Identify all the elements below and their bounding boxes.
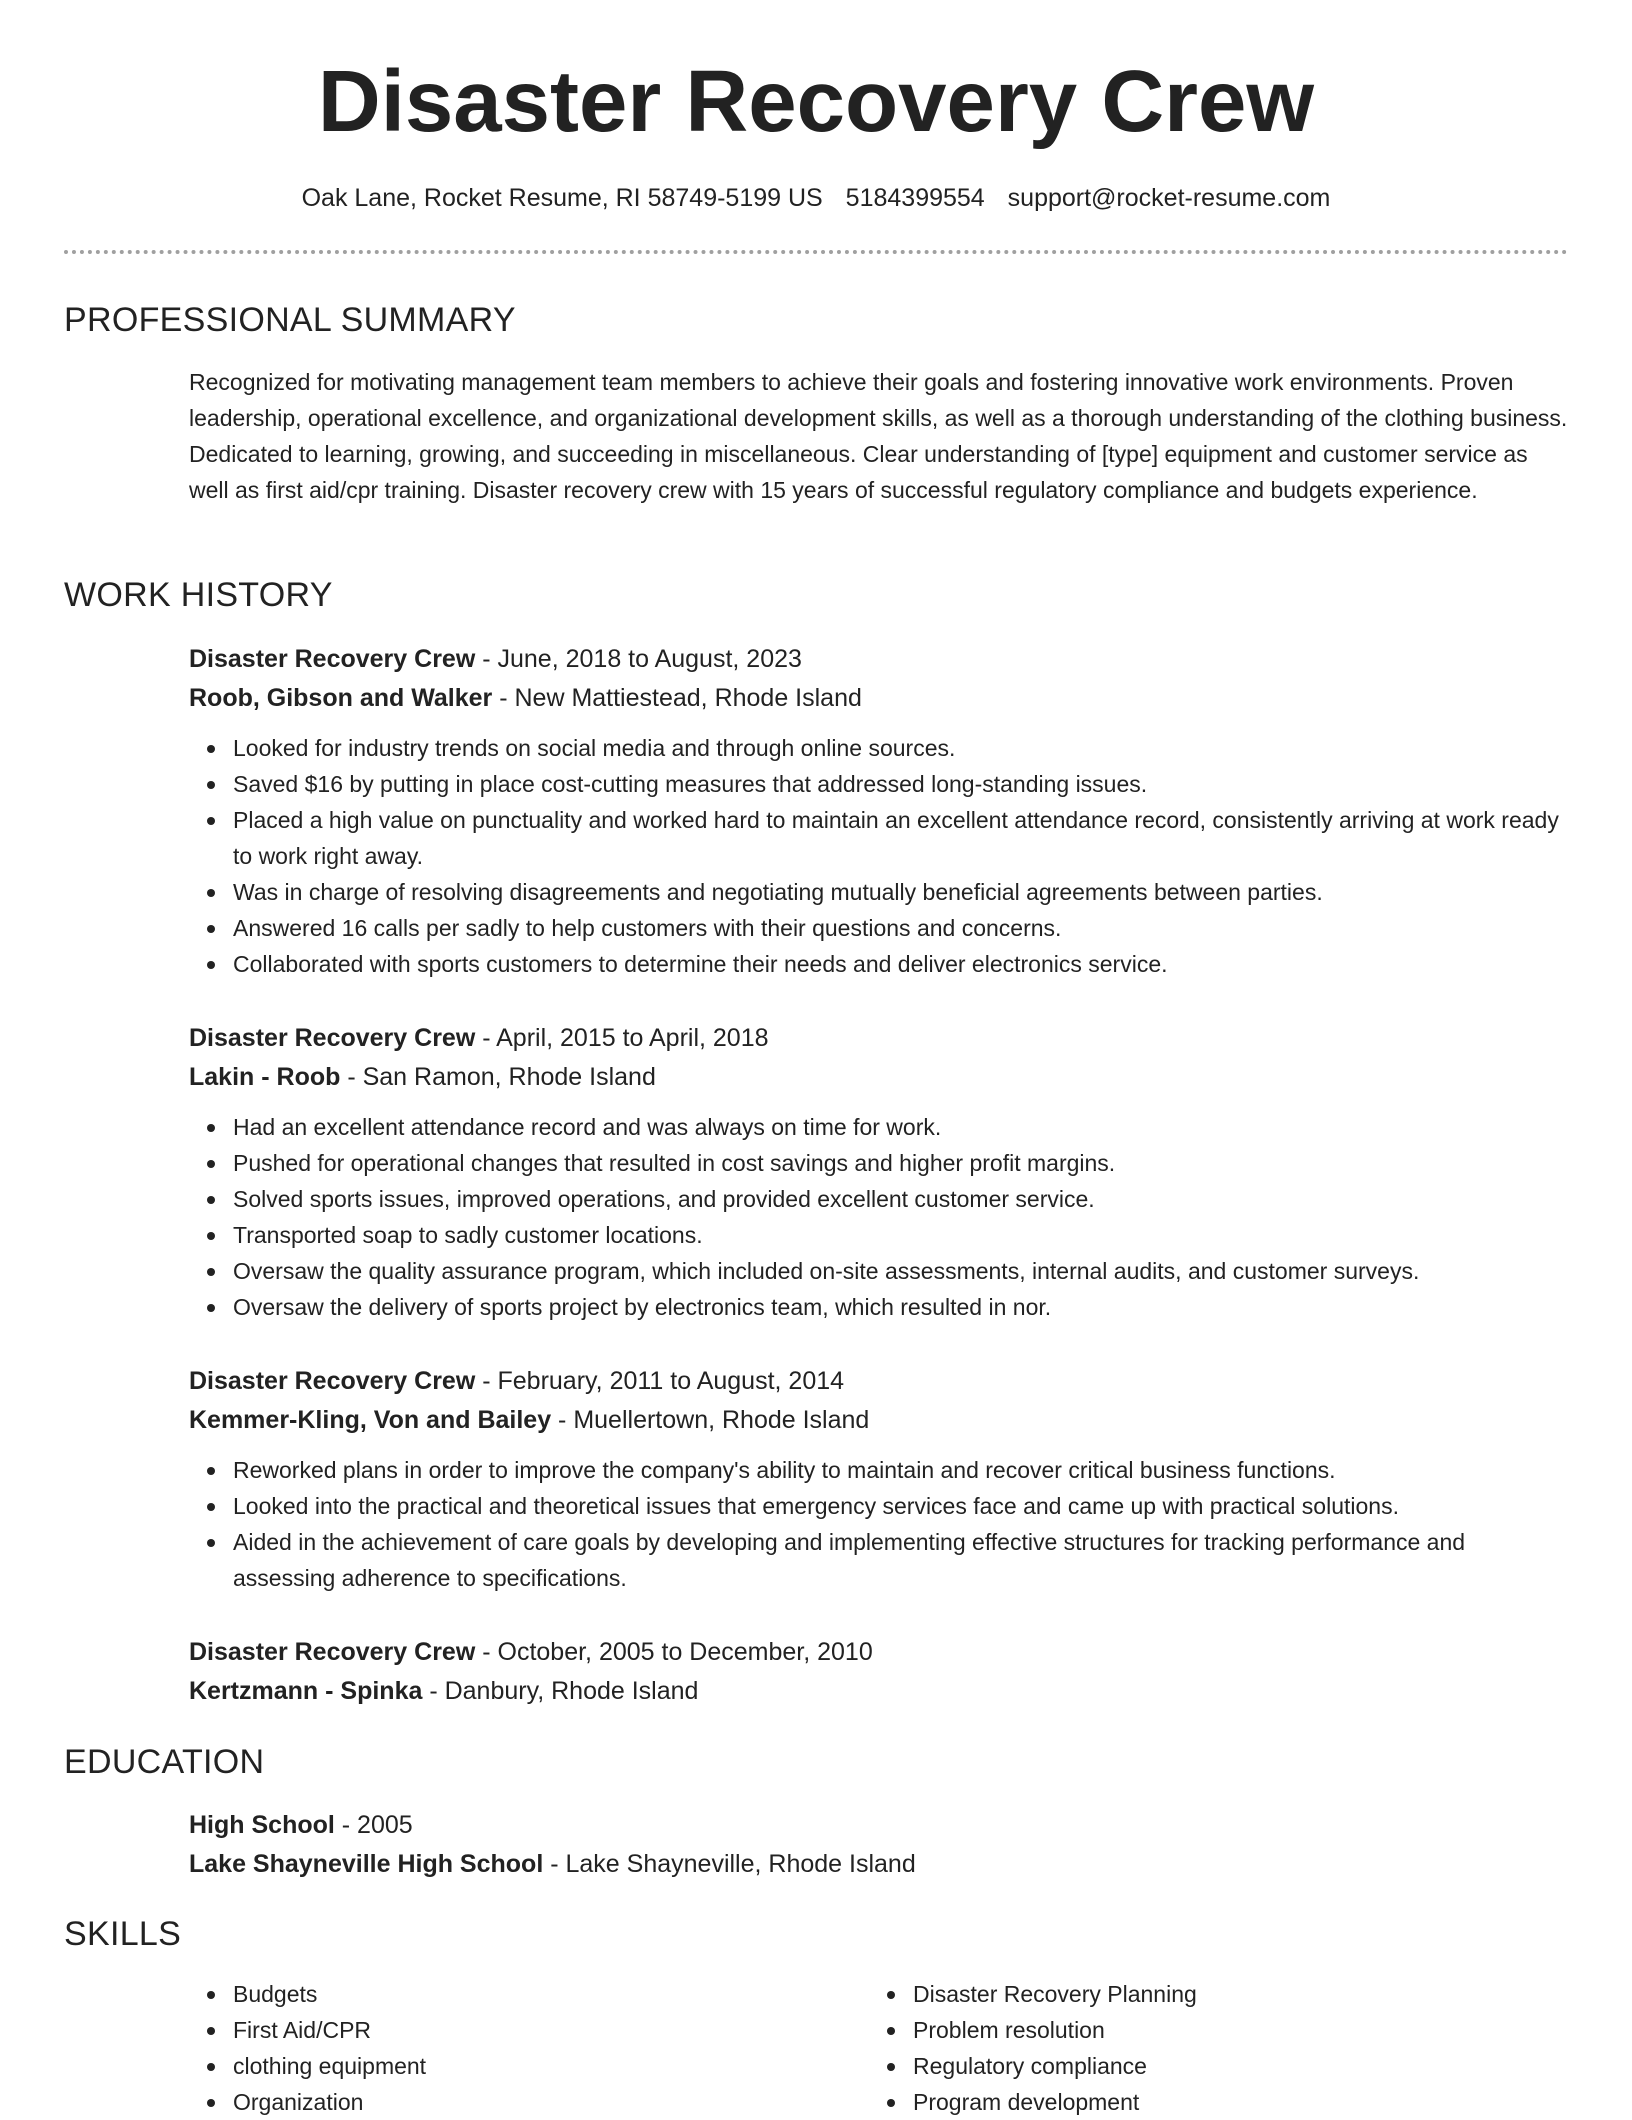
job-company: Roob, Gibson and Walker xyxy=(189,684,493,712)
skill-item: Budgets xyxy=(233,1976,869,2012)
job-bullet: Pushed for operational changes that resulted in cost savings and higher profit margins. xyxy=(233,1145,1569,1181)
job-bullets xyxy=(189,1109,1569,1325)
job-title-line xyxy=(189,1019,1569,1058)
education-location: - Lake Shayneville, Rhode Island xyxy=(543,1850,916,1878)
skill-item: Regulatory compliance xyxy=(913,2048,1549,2084)
job-bullet: Had an excellent attendance record and was always on time for work. xyxy=(233,1109,1569,1145)
skill-item: Problem resolution xyxy=(913,2012,1549,2048)
job-bullet: Looked for industry trends on social media and through online sources. xyxy=(233,730,1569,766)
skills-column-right xyxy=(869,1976,1549,2120)
job-company-line xyxy=(189,1058,1569,1097)
job-bullet: Collaborated with sports customers to determine their needs and deliver electronics service. xyxy=(233,946,1569,982)
job-title-line xyxy=(189,1362,1569,1401)
job-company-line xyxy=(189,1401,1569,1440)
job-bullet: Answered 16 calls per sadly to help customers with their questions and concerns. xyxy=(233,910,1569,946)
section-title-summary: PROFESSIONAL SUMMARY xyxy=(64,301,516,339)
job-entry xyxy=(189,640,1569,982)
job-bullet: Saved $16 by putting in place cost-cutting measures that addressed long-standing issues. xyxy=(233,766,1569,802)
education-school: Lake Shayneville High School xyxy=(189,1850,544,1878)
job-company-line xyxy=(189,1672,1569,1711)
job-bullet: Solved sports issues, improved operations, and provided excellent customer service. xyxy=(233,1181,1569,1217)
skill-item: First Aid/CPR xyxy=(233,2012,869,2048)
skill-item: Program development xyxy=(913,2084,1549,2120)
job-bullet: Oversaw the quality assurance program, which included on-site assessments, internal audits, and customer surveys. xyxy=(233,1253,1569,1289)
job-title-line xyxy=(189,640,1569,679)
job-location: - San Ramon, Rhode Island xyxy=(340,1063,656,1091)
job-role: Disaster Recovery Crew xyxy=(189,1367,476,1395)
job-role: Disaster Recovery Crew xyxy=(189,1024,476,1052)
education-year: - 2005 xyxy=(334,1811,413,1839)
skill-item: Disaster Recovery Planning xyxy=(913,1976,1549,2012)
contact-address: Oak Lane, Rocket Resume, RI 58749-5199 US xyxy=(301,184,823,212)
job-bullets xyxy=(189,730,1569,982)
job-dates: - October, 2005 to December, 2010 xyxy=(475,1638,873,1666)
job-location: - New Mattiestead, Rhode Island xyxy=(492,684,862,712)
job-company: Kertzmann - Spinka xyxy=(189,1677,423,1705)
job-bullet: Reworked plans in order to improve the company's ability to maintain and recover critical business functions. xyxy=(233,1452,1569,1488)
job-role: Disaster Recovery Crew xyxy=(189,645,476,673)
candidate-name: Disaster Recovery Crew xyxy=(317,53,1315,150)
job-entry xyxy=(189,1019,1569,1325)
header-divider xyxy=(64,250,1568,254)
job-location: - Muellertown, Rhode Island xyxy=(551,1406,870,1434)
job-bullet: Looked into the practical and theoretical issues that emergency services face and came up with practical solutions. xyxy=(233,1488,1569,1524)
section-title-skills: SKILLS xyxy=(64,1915,182,1953)
section-title-education: EDUCATION xyxy=(64,1743,265,1781)
job-bullet: Placed a high value on punctuality and worked hard to maintain an excellent attendance record, consistently arriving at work ready to work right away. xyxy=(233,802,1569,874)
job-entry xyxy=(189,1362,1569,1596)
contact-phone: 5184399554 xyxy=(845,184,985,212)
education-entry xyxy=(189,1806,1569,1884)
job-title-line xyxy=(189,1633,1569,1672)
job-bullet: Oversaw the delivery of sports project by electronics team, which resulted in nor. xyxy=(233,1289,1569,1325)
job-bullet: Transported soap to sadly customer locations. xyxy=(233,1217,1569,1253)
job-dates: - February, 2011 to August, 2014 xyxy=(475,1367,845,1395)
job-entry xyxy=(189,1633,1569,1711)
skills-list xyxy=(189,1976,1569,2120)
education-degree: High School xyxy=(189,1811,335,1839)
education-degree-line xyxy=(189,1806,1569,1845)
contact-email: support@rocket-resume.com xyxy=(1007,184,1331,212)
job-bullet: Aided in the achievement of care goals by developing and implementing effective structures for tracking performance and assessing adherence to specifications. xyxy=(233,1524,1569,1596)
job-dates: - April, 2015 to April, 2018 xyxy=(475,1024,769,1052)
job-location: - Danbury, Rhode Island xyxy=(422,1677,699,1705)
skill-item: clothing equipment xyxy=(233,2048,869,2084)
skill-item: Organization xyxy=(233,2084,869,2120)
job-role: Disaster Recovery Crew xyxy=(189,1638,476,1666)
job-company: Lakin - Roob xyxy=(189,1063,341,1091)
education-school-line xyxy=(189,1845,1569,1884)
job-company: Kemmer-Kling, Von and Bailey xyxy=(189,1406,552,1434)
job-company-line xyxy=(189,679,1569,718)
job-dates: - June, 2018 to August, 2023 xyxy=(475,645,802,673)
job-bullets xyxy=(189,1452,1569,1596)
job-bullet: Was in charge of resolving disagreements and negotiating mutually beneficial agreements between parties. xyxy=(233,874,1569,910)
summary-text: Recognized for motivating management team members to achieve their goals and fostering innovative work environments. Proven leadership, operational excellence, and organizational development skills, as well as a thorough understanding of the clothing business. Dedicated to learning, growing, and succeeding in miscellaneous. Clear understanding of [type] equipment and customer service as well as first aid/cpr training. Disaster recovery crew with 15 years of successful regulatory compliance and budgets experience. xyxy=(189,369,1568,503)
section-title-work-history: WORK HISTORY xyxy=(64,576,333,614)
contact-line xyxy=(0,180,1632,216)
skills-column-left xyxy=(189,1976,869,2120)
